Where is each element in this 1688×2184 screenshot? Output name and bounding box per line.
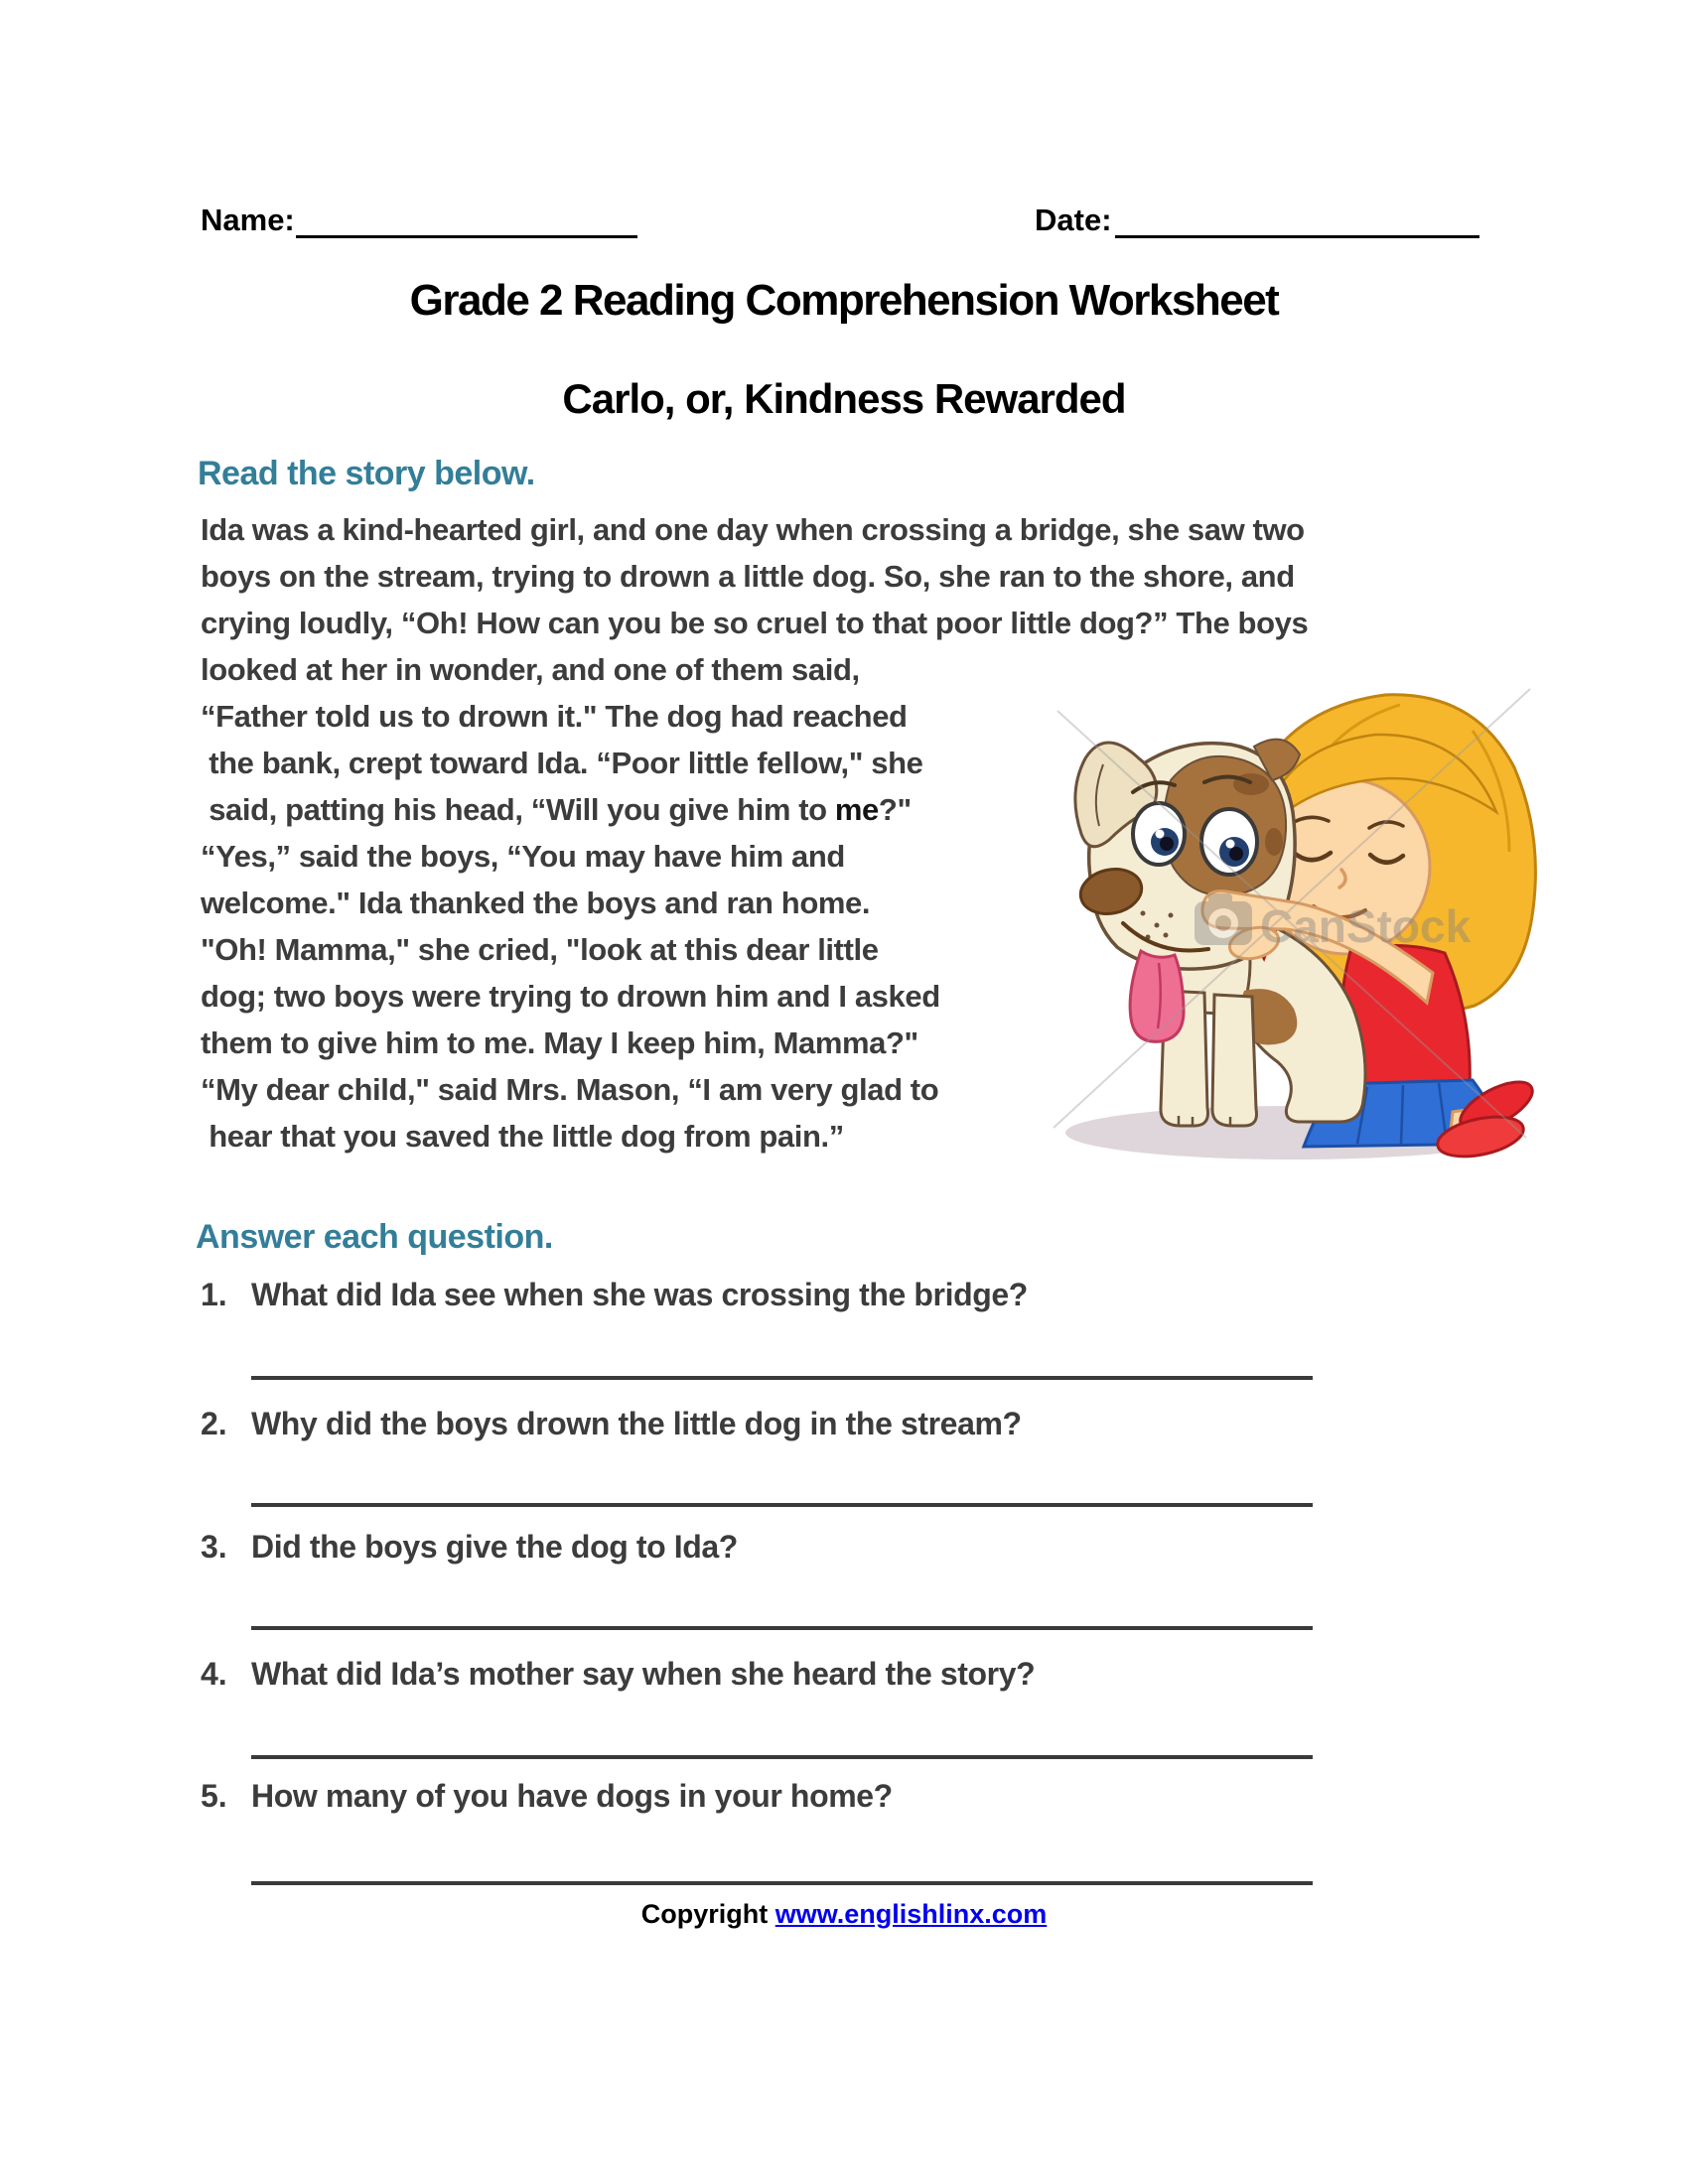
question-text: Did the boys give the dog to Ida?: [251, 1529, 738, 1565]
question-number: 4.: [201, 1656, 227, 1692]
date-label: Date:: [1035, 203, 1112, 237]
story-line: welcome." Ida thanked the boys and ran home.: [201, 886, 871, 920]
footer-copyright: [0, 1899, 1688, 1930]
story-line: looked at her in wonder, and one of them said,: [201, 652, 860, 687]
question-number: 2.: [201, 1406, 227, 1441]
story-text-emphasis: me: [834, 792, 879, 827]
read-story-heading: Read the story below.: [198, 455, 535, 492]
story-line: “Yes,” said the boys, “You may have him and: [201, 839, 845, 874]
question-number: 5.: [201, 1778, 227, 1814]
story-text-pre: said, patting his head, “Will you give him to: [201, 792, 835, 827]
story-line: "Oh! Mamma," she cried, "look at this dear little: [201, 932, 879, 967]
story-line: boys on the stream, trying to drown a little dog. So, she ran to the shore, and: [201, 559, 1295, 594]
story-line: Ida was a kind-hearted girl, and one day when crossing a bridge, she saw two: [201, 512, 1305, 547]
copyright-label: Copyright: [640, 1899, 769, 1929]
story-line: “Father told us to drown it." The dog had reached: [201, 699, 908, 734]
name-label: Name:: [201, 203, 295, 237]
story-line: them to give him to me. May I keep him, Mamma?": [201, 1025, 918, 1060]
answer-questions-heading: Answer each question.: [196, 1218, 553, 1256]
story-line: hear that you saved the little dog from pain.”: [201, 1119, 844, 1154]
englishlinx-link[interactable]: www.englishlinx.com: [774, 1899, 1048, 1929]
answer-blank-line-5[interactable]: [251, 1881, 1313, 1885]
watermark-text: CanStock: [1260, 900, 1472, 952]
question-number: 3.: [201, 1529, 227, 1565]
story-text-post: ?": [878, 792, 912, 827]
story-line: the bank, crept toward Ida. “Poor little fellow," she: [201, 746, 923, 780]
page-title: Grade 2 Reading Comprehension Worksheet: [409, 276, 1279, 325]
story-line: “My dear child," said Mrs. Mason, “I am very glad to: [201, 1072, 939, 1107]
question-text: Why did the boys drown the little dog in the stream?: [251, 1406, 1022, 1441]
answer-blank-line-4[interactable]: [251, 1755, 1313, 1759]
story-line: crying loudly, “Oh! How can you be so cruel to that poor little dog?” The boys: [201, 606, 1309, 640]
answer-blank-line-1[interactable]: [251, 1376, 1313, 1380]
answer-blank-line-2[interactable]: [251, 1503, 1313, 1507]
story-title: Carlo, or, Kindness Rewarded: [562, 375, 1126, 422]
question-number: 1.: [201, 1277, 227, 1312]
question-text: What did Ida’s mother say when she heard the story?: [251, 1656, 1036, 1692]
name-blank-line[interactable]: [296, 235, 637, 238]
date-blank-line[interactable]: [1115, 235, 1479, 238]
girl-hugging-dog-illustration: [1048, 663, 1539, 1169]
story-line-with-emphasis: [201, 790, 912, 830]
question-text: How many of you have dogs in your home?: [251, 1778, 893, 1814]
story-line: dog; two boys were trying to drown him and I asked: [201, 979, 940, 1014]
answer-blank-line-3[interactable]: [251, 1626, 1313, 1630]
question-text: What did Ida see when she was crossing the bridge?: [251, 1277, 1028, 1312]
